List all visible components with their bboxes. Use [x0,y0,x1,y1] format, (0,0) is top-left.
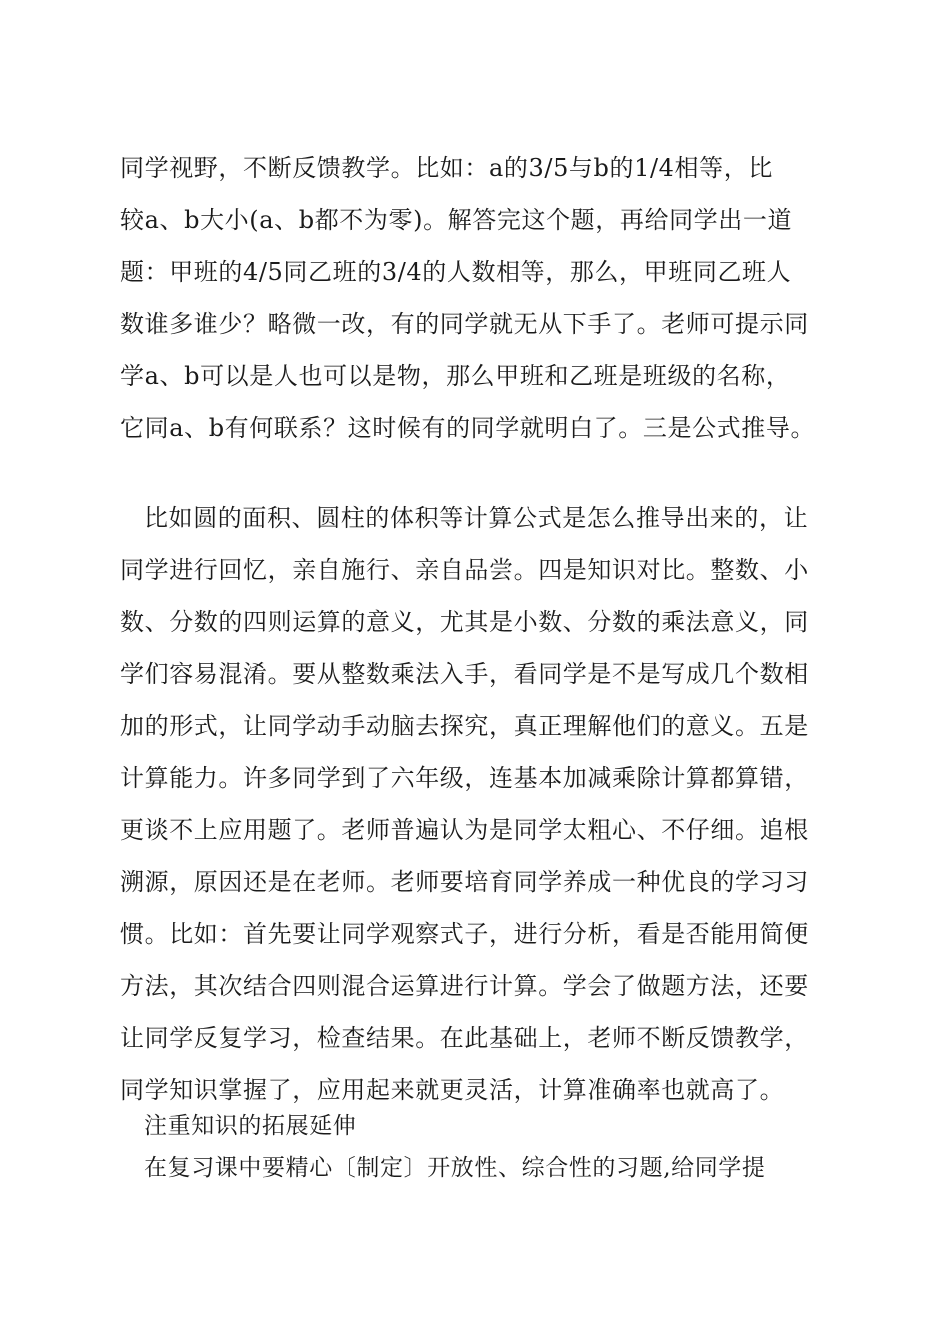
text-line: 题：甲班的4/5同乙班的3/4的人数相等，那么，甲班同乙班人 [120,258,792,286]
text-line: 同学知识掌握了，应用起来就更灵活，计算准确率也就高了。 [120,1076,785,1104]
text-line: 学们容易混淆。要从整数乘法入手，看同学是不是写成几个数相 [120,660,809,688]
text-line: 方法，其次结合四则混合运算进行计算。学会了做题方法，还要 [120,972,809,1000]
text-line: 加的形式，让同学动手动脑去探究，真正理解他们的意义。五是 [120,712,809,740]
text-line: 更谈不上应用题了。老师普遍认为是同学太粗心、不仔细。追根 [120,816,809,844]
text-line: 它同a、b有何联系？这时候有的同学就明白了。三是公式推导。 [120,414,816,442]
paragraph-2 [120,492,840,1116]
paragraph-3 [120,1142,840,1194]
paragraph-1 [120,142,840,454]
text-line: 数谁多谁少？略微一改，有的同学就无从下手了。老师可提示同 [120,310,809,338]
text-line: 数、分数的四则运算的意义，尤其是小数、分数的乘法意义，同 [120,608,809,636]
text-line: 学a、b可以是人也可以是物，那么甲班和乙班是班级的名称， [120,362,791,390]
text-line: 溯源，原因还是在老师。老师要培育同学养成一种优良的学习习 [120,868,809,896]
text-line: 让同学反复学习，检查结果。在此基础上，老师不断反馈教学， [120,1024,809,1052]
text-line: 同学视野，不断反馈教学。比如：a的3/5与b的1/4相等，比 [120,154,773,182]
text-line: 在复习课中要精心〔制定〕开放性、综合性的习题,给同学提 [144,1155,766,1181]
text-line: 计算能力。许多同学到了六年级，连基本加减乘除计算都算错， [120,764,809,792]
heading-text: 注重知识的拓展延伸 [144,1113,357,1139]
text-line: 惯。比如：首先要让同学观察式子，进行分析，看是否能用简便 [120,920,809,948]
text-line: 较a、b大小(a、b都不为零)。解答完这个题，再给同学出一道 [120,206,793,234]
text-line: 同学进行回忆，亲自施行、亲自品尝。四是知识对比。整数、小 [120,556,809,584]
text-line: 比如圆的面积、圆柱的体积等计算公式是怎么推导出来的，让 [144,504,809,532]
